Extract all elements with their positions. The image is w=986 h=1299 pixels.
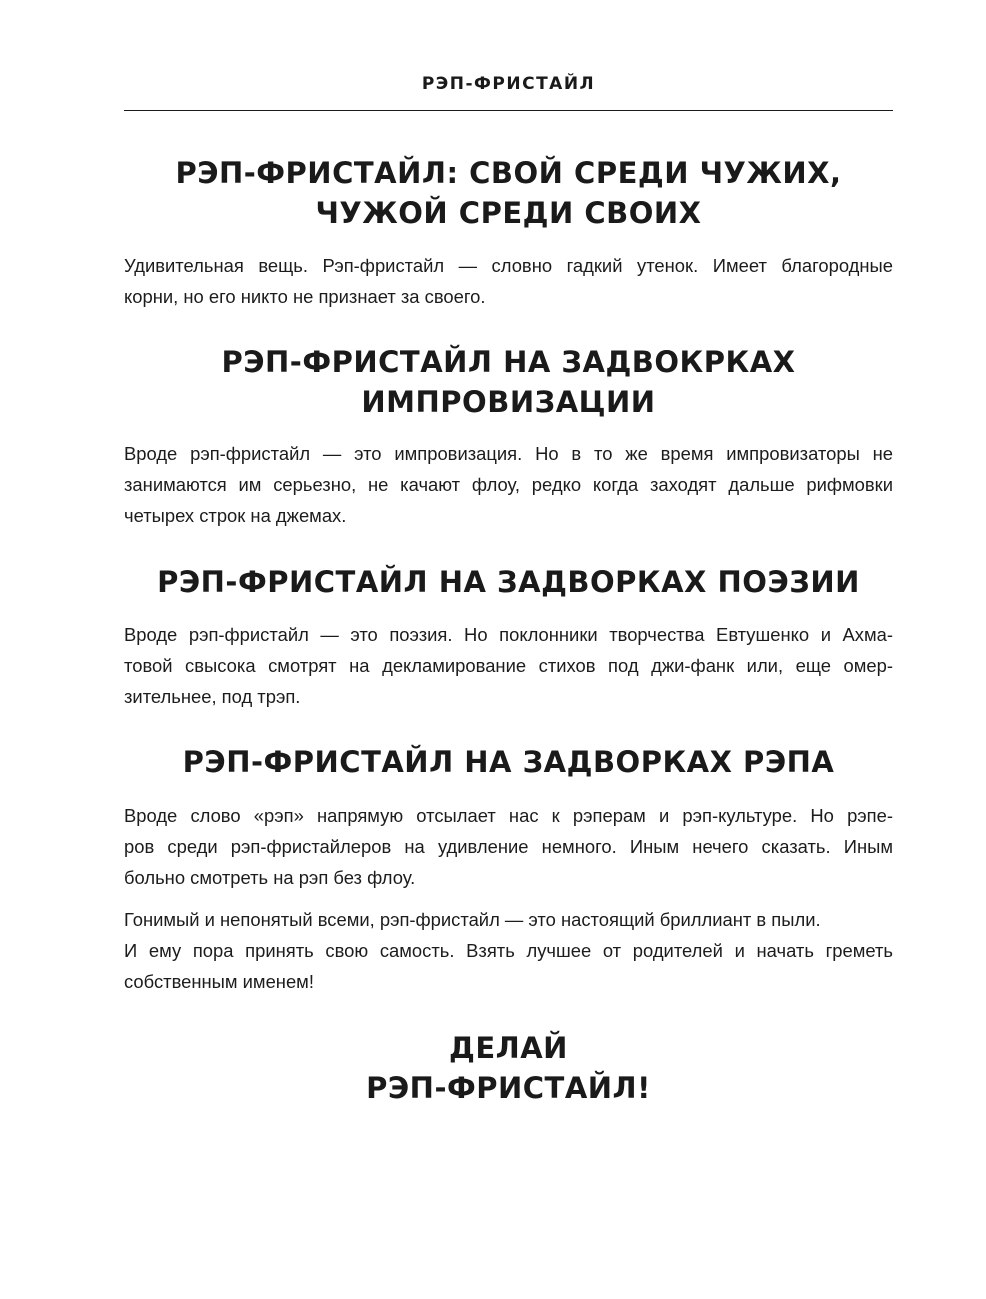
section-heading-4 — [124, 742, 893, 782]
section-heading-2 — [124, 342, 893, 422]
paragraph-line: товой свысока смотрят на декламирование стихов под джи-фанк или, еще омер- — [124, 655, 893, 676]
paragraph-line: собственным именем! — [124, 971, 314, 992]
paragraph-line: корни, но его никто не признает за своего. — [124, 286, 486, 307]
paragraph-line: Вроде рэп-фристайл — это импровизация. Но в то же время импровизаторы не — [124, 443, 893, 464]
paragraph-line: И ему пора принять свою самость. Взять лучшее от родителей и начать греметь — [124, 940, 893, 961]
header-rule — [124, 110, 893, 111]
heading-line: РЭП-ФРИСТАЙЛ НА ЗАДВОКРКАХ — [221, 345, 796, 379]
paragraph-line: Вроде рэп-фристайл — это поэзия. Но поклонники творчества Евтушенко и Ахма- — [124, 624, 893, 645]
section-heading-3 — [124, 562, 893, 602]
running-head: РЭП-ФРИСТАЙЛ — [421, 74, 596, 94]
paragraph — [124, 250, 893, 312]
paragraph-line: ров среди рэп-фристайлеров на удивление немного. Иным нечего сказать. Иным — [124, 836, 893, 857]
paragraph — [124, 800, 893, 893]
slogan-line: РЭП-ФРИСТАЙЛ! — [366, 1071, 651, 1105]
paragraph — [124, 619, 893, 712]
heading-line: РЭП-ФРИСТАЙЛ НА ЗАДВОРКАХ РЭПА — [182, 745, 835, 779]
heading-line: РЭП-ФРИСТАЙЛ НА ЗАДВОРКАХ ПОЭЗИИ — [157, 565, 860, 599]
heading-line: ИМПРОВИЗАЦИИ — [361, 385, 656, 419]
paragraph — [124, 904, 893, 997]
paragraph-line: занимаются им серьезно, не качают флоу, редко когда заходят дальше рифмовки — [124, 474, 893, 495]
heading-line: ЧУЖОЙ СРЕДИ СВОИХ — [315, 196, 702, 230]
section-heading-1 — [124, 153, 893, 233]
paragraph-line: Гонимый и непонятый всеми, рэп-фристайл — это настоящий бриллиант в пыли. — [124, 909, 821, 930]
closing-slogan — [124, 1028, 893, 1108]
paragraph-line: четырех строк на джемах. — [124, 505, 347, 526]
heading-line: РЭП-ФРИСТАЙЛ: СВОЙ СРЕДИ ЧУЖИХ, — [175, 156, 842, 190]
slogan-line: ДЕЛАЙ — [449, 1031, 568, 1065]
paragraph-line: Удивительная вещь. Рэп-фристайл — словно гадкий утенок. Имеет благородные — [124, 255, 893, 276]
paragraph-line: зительнее, под трэп. — [124, 686, 301, 707]
paragraph-line: больно смотреть на рэп без флоу. — [124, 867, 416, 888]
paragraph — [124, 438, 893, 531]
paragraph-line: Вроде слово «рэп» напрямую отсылает нас к рэперам и рэп-культуре. Но рэпе- — [124, 805, 893, 826]
